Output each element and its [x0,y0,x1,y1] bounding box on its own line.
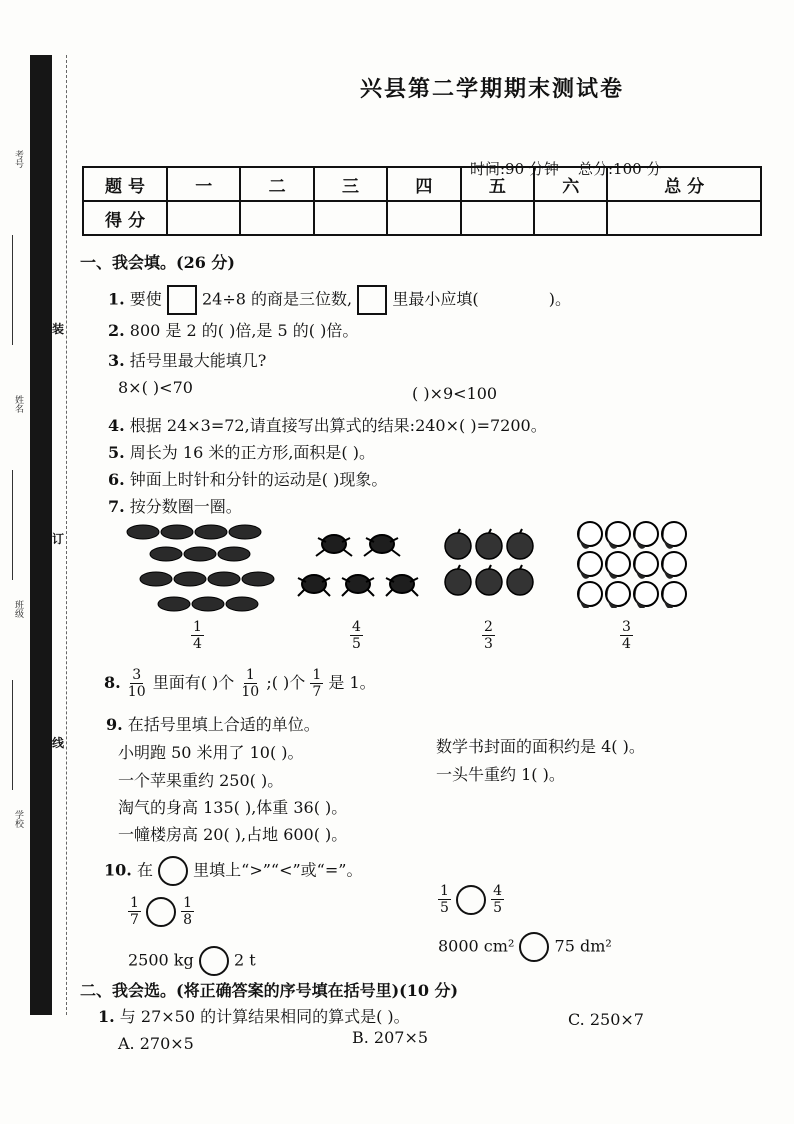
question-3 [108,348,266,371]
exam-time: 时间:90 分钟 [470,160,559,178]
binding-mark: 订 [52,528,64,549]
question-8 [104,668,376,699]
side-fill-line [12,680,13,790]
crab-group [296,528,426,610]
apple-icon [445,569,471,595]
fraction: $\frac{1}{5}$ [440,883,449,916]
shell-icon [184,547,216,561]
ball-group [576,520,688,612]
answer-box[interactable] [167,285,197,315]
apple-icon [445,533,471,559]
compare-left: 2500 kg [128,950,194,970]
compare-circle[interactable] [519,932,549,962]
score-cell[interactable] [167,201,240,235]
question-number: 5. [108,443,125,462]
apple-icon [507,569,533,595]
fraction: $\frac{1}{8}$ [183,895,193,928]
score-header-cell: 六 [534,167,607,201]
option-c[interactable]: C. 250×7 [568,1010,644,1029]
compare-item [438,932,612,962]
question-1 [108,285,571,315]
crab-icon [364,535,400,556]
fraction: $\frac{1}{7}$ [130,895,139,928]
question-number: 1. [108,289,125,309]
question-number: 9. [106,715,123,734]
fraction-label: $\frac{1}{4}$ [193,619,202,652]
apple-group [442,528,536,604]
fraction: $\frac{1}{10}$ [241,667,260,700]
question-number: 6. [108,470,125,489]
question-text: )。 [548,289,571,309]
score-table [82,166,762,236]
question-7 [108,494,242,517]
fraction: $\frac{3}{10}$ [127,667,146,700]
apple-icon [507,533,533,559]
apple-icon [476,533,502,559]
shell-icon [208,572,240,586]
binding-strip [30,55,52,1015]
shell-icons[interactable] [126,522,291,614]
fraction-label: $\frac{4}{5}$ [352,619,361,652]
side-label-name: 姓名 [13,395,23,413]
shell-icon [229,525,261,539]
shell-icon [242,572,274,586]
side-label-school: 学校 [13,810,23,828]
fraction: $\frac{4}{5}$ [493,883,503,916]
question-3-part-a: 8×( )<70 [118,378,193,397]
question-text: 里面有( )个 [152,673,235,692]
score-cell[interactable] [387,201,460,235]
score-cell[interactable] [534,201,607,235]
section2-question-1 [98,1004,410,1027]
score-header-cell: 二 [240,167,313,201]
question-text: ;( )个 [266,673,306,692]
score-cell[interactable] [240,201,313,235]
side-label-exam-number: 考号 [13,150,23,168]
shell-icon [158,597,190,611]
score-header-cell: 五 [461,167,534,201]
question-number: 2. [108,321,125,340]
score-cell[interactable] [607,201,761,235]
score-cell[interactable] [461,201,534,235]
crab-icon [298,575,330,596]
question-text: 钟面上时针和分针的运动是( )现象。 [129,470,388,489]
question-number: 3. [108,351,125,370]
question-9-line: 小明跑 50 米用了 10( )。 [118,743,304,762]
section2-title: 二、我会选。(将正确答案的序号填在括号里)(10 分) [80,981,459,1000]
score-table-header-row [83,167,761,201]
cut-line [66,55,68,1015]
option-a[interactable]: A. 270×5 [118,1034,194,1053]
compare-circle[interactable] [456,885,486,915]
question-text: 括号里最大能填几? [129,351,267,370]
question-number: 10. [104,860,132,880]
question-text: 800 是 2 的( )倍,是 5 的( )倍。 [129,321,359,340]
question-text: 里填上“>”“<”或“=”。 [193,860,363,880]
question-9-line: 一头牛重约 1( )。 [436,765,565,784]
shell-icon [195,525,227,539]
compare-item [128,946,256,976]
score-header-cell: 三 [314,167,387,201]
question-2 [108,318,358,341]
binding-mark: 装 [52,318,64,339]
ball-icons[interactable] [576,520,688,608]
shell-group [126,522,291,618]
score-header-cell: 四 [387,167,460,201]
score-row-label: 得 分 [83,201,167,235]
question-9-line: 数学书封面的面积约是 4( )。 [436,737,645,756]
fraction-label: $\frac{3}{4}$ [622,619,631,652]
compare-circle [158,856,188,886]
shell-icon [127,525,159,539]
crab-icon [316,535,352,556]
option-b[interactable]: B. 207×5 [352,1028,429,1047]
shell-icon [150,547,182,561]
question-number: 1. [98,1007,115,1026]
question-4 [108,413,547,436]
question-10 [104,856,362,886]
crab-icon [342,575,374,596]
fraction-label: $\frac{2}{3}$ [484,619,493,652]
compare-circle[interactable] [199,946,229,976]
question-3-part-b: ( )×9<100 [412,384,498,403]
exam-title: 兴县第二学期期末测试卷 [360,76,625,102]
exam-total: 总分:100 分 [578,160,662,178]
side-fill-line [12,470,13,580]
shell-icon [226,597,258,611]
question-text: 在 [136,860,153,880]
question-5 [108,440,375,463]
compare-circle[interactable] [146,897,176,927]
compare-item [128,896,194,927]
fraction: $\frac{1}{7}$ [312,667,322,700]
question-9 [106,712,320,735]
score-header-cell: 一 [167,167,240,201]
section1-title: 一、我会填。(26 分) [80,253,235,272]
crab-icon [386,575,418,596]
compare-left: 8000 cm² [438,936,515,956]
compare-right: 75 dm² [554,936,612,956]
question-number: 4. [108,416,125,435]
question-text: 要使 [129,289,162,309]
shell-icon [174,572,206,586]
score-cell[interactable] [314,201,387,235]
question-number: 7. [108,497,125,516]
shell-icon [140,572,172,586]
question-9-line: 一幢楼房高 20( ),占地 600( )。 [118,825,348,844]
question-text: 与 27×50 的计算结果相同的算式是( )。 [119,1007,410,1026]
question-text: 是 1。 [328,673,376,692]
question-text: 周长为 16 米的正方形,面积是( )。 [129,443,375,462]
shell-icon [218,547,250,561]
score-header-cell: 总 分 [607,167,761,201]
question-text: 24÷8 的商是三位数, [202,289,353,309]
binding-mark: 线 [52,732,64,753]
question-text: 根据 24×3=72,请直接写出算式的结果:240×( )=7200。 [129,416,547,435]
shell-icon [161,525,193,539]
question-6 [108,467,387,490]
shell-icon [192,597,224,611]
score-table-score-row [83,201,761,235]
question-number: 8. [104,673,121,692]
compare-item [438,884,504,915]
score-header-cell: 题 号 [83,167,167,201]
side-label-class: 班级 [13,600,23,618]
question-text: 里最小应填( [392,289,479,309]
apple-icons[interactable] [442,528,536,600]
apple-icon [476,569,502,595]
question-text: 在括号里填上合适的单位。 [127,715,320,734]
question-9-line: 一个苹果重约 250( )。 [118,771,284,790]
crab-icons[interactable] [296,528,426,606]
question-9-line: 淘气的身高 135( ),体重 36( )。 [118,798,348,817]
question-text: 按分数圈一圈。 [129,497,242,516]
answer-box[interactable] [357,285,387,315]
compare-right: 2 t [233,950,256,970]
side-fill-line [12,235,13,345]
